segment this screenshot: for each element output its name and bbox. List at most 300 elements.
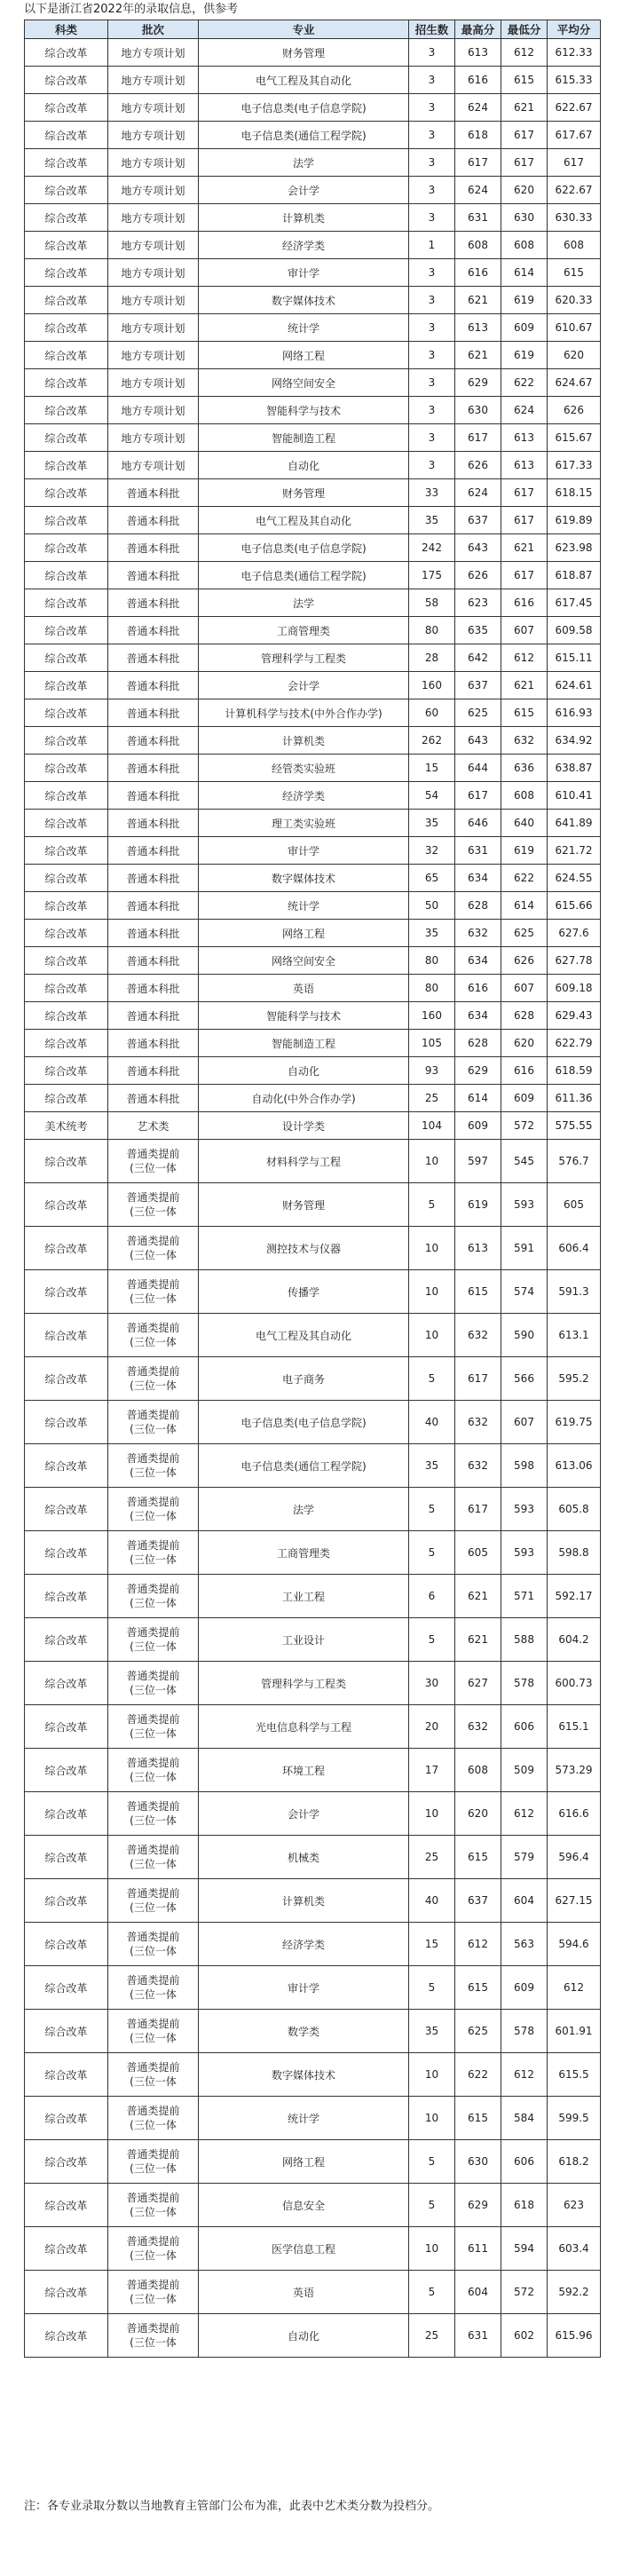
table-row (25, 507, 601, 534)
cell-enrollment: 54 (409, 782, 455, 810)
cell-avg-score: 599.5 (548, 2097, 601, 2140)
table-row (25, 1357, 601, 1401)
cell-min-score: 617 (501, 507, 548, 534)
cell-avg-score: 615.5 (548, 2053, 601, 2097)
cell-enrollment: 15 (409, 755, 455, 782)
batch-line-1: 普通类提前 (126, 2105, 180, 2117)
cell-min-score: 602 (501, 2314, 548, 2358)
cell-enrollment: 15 (409, 1923, 455, 1966)
cell-avg-score: 624.61 (548, 672, 601, 699)
cell-major: 智能制造工程 (199, 1030, 409, 1057)
cell-avg-score: 627.78 (548, 947, 601, 975)
cell-avg-score: 616.6 (548, 1792, 601, 1836)
cell-avg-score: 619.89 (548, 507, 601, 534)
cell-major: 统计学 (199, 314, 409, 342)
cell-category: 综合改革 (25, 1836, 108, 1879)
cell-category: 综合改革 (25, 122, 108, 149)
cell-min-score: 609 (501, 1085, 548, 1112)
cell-batch: 普通本科批 (108, 562, 199, 589)
cell-min-score: 619 (501, 837, 548, 865)
cell-max-score: 629 (455, 1057, 501, 1085)
table-row (25, 810, 601, 837)
cell-avg-score: 605.8 (548, 1488, 601, 1531)
batch-line-2: (三位一体 (130, 1814, 177, 1827)
cell-max-score: 637 (455, 507, 501, 534)
table-row (25, 534, 601, 562)
cell-avg-score: 615 (548, 259, 601, 287)
cell-category: 综合改革 (25, 204, 108, 232)
cell-min-score: 621 (501, 94, 548, 122)
batch-line-1: 普通类提前 (126, 1148, 180, 1160)
batch-line-1: 普通类提前 (126, 1322, 180, 1334)
cell-major: 数字媒体技术 (199, 2053, 409, 2097)
cell-category: 综合改革 (25, 1314, 108, 1357)
batch-line-2: (三位一体 (130, 2336, 177, 2349)
cell-major: 电子信息类(电子信息学院) (199, 534, 409, 562)
cell-avg-score: 624.67 (548, 369, 601, 397)
cell-min-score: 630 (501, 204, 548, 232)
table-row (25, 1749, 601, 1792)
cell-batch (108, 1749, 199, 1792)
cell-avg-score: 615.66 (548, 892, 601, 920)
cell-batch: 普通本科批 (108, 699, 199, 727)
batch-line-2: (三位一体 (130, 1901, 177, 1914)
table-row (25, 1531, 601, 1575)
cell-max-score: 617 (455, 1357, 501, 1401)
cell-avg-score: 615.96 (548, 2314, 601, 2358)
cell-major: 机械类 (199, 1836, 409, 1879)
cell-category: 综合改革 (25, 1575, 108, 1618)
cell-batch (108, 2140, 199, 2184)
cell-min-score: 607 (501, 617, 548, 644)
cell-avg-score: 609.58 (548, 617, 601, 644)
cell-category: 综合改革 (25, 2184, 108, 2227)
cell-enrollment: 3 (409, 342, 455, 369)
cell-min-score: 617 (501, 122, 548, 149)
cell-major: 智能制造工程 (199, 424, 409, 452)
cell-enrollment: 262 (409, 727, 455, 755)
cell-enrollment: 242 (409, 534, 455, 562)
cell-avg-score: 624.55 (548, 865, 601, 892)
cell-batch (108, 1314, 199, 1357)
cell-batch (108, 2053, 199, 2097)
batch-line-1: 普通类提前 (126, 1757, 180, 1769)
table-row (25, 1836, 601, 1879)
table-row (25, 947, 601, 975)
cell-avg-score: 604.2 (548, 1618, 601, 1662)
cell-max-score: 637 (455, 1879, 501, 1923)
cell-category: 综合改革 (25, 1270, 108, 1314)
cell-min-score: 609 (501, 314, 548, 342)
table-row (25, 1575, 601, 1618)
table-row (25, 1488, 601, 1531)
cell-max-score: 619 (455, 1183, 501, 1227)
cell-min-score: 619 (501, 342, 548, 369)
cell-major: 经管类实验班 (199, 755, 409, 782)
table-row (25, 2314, 601, 2358)
cell-batch (108, 2010, 199, 2053)
cell-batch: 地方专项计划 (108, 259, 199, 287)
cell-major: 自动化 (199, 452, 409, 479)
header-major: 专业 (199, 20, 409, 39)
table-row (25, 1140, 601, 1183)
cell-avg-score: 620 (548, 342, 601, 369)
cell-category: 综合改革 (25, 507, 108, 534)
cell-major: 法学 (199, 589, 409, 617)
cell-major: 工商管理类 (199, 617, 409, 644)
cell-max-score: 624 (455, 94, 501, 122)
cell-major: 工业工程 (199, 1575, 409, 1618)
cell-batch: 普通本科批 (108, 589, 199, 617)
cell-major: 传播学 (199, 1270, 409, 1314)
cell-major: 统计学 (199, 892, 409, 920)
cell-max-score: 615 (455, 1966, 501, 2010)
cell-avg-score: 626 (548, 397, 601, 424)
cell-max-score: 642 (455, 644, 501, 672)
cell-min-score: 615 (501, 67, 548, 94)
cell-avg-score: 591.3 (548, 1270, 601, 1314)
batch-line-2: (三位一体 (130, 1684, 177, 1696)
batch-line-1: 普通类提前 (126, 2235, 180, 2248)
batch-line-2: (三位一体 (130, 1466, 177, 1479)
cell-enrollment: 3 (409, 149, 455, 177)
cell-category: 综合改革 (25, 397, 108, 424)
cell-major: 数字媒体技术 (199, 287, 409, 314)
cell-category: 综合改革 (25, 1140, 108, 1183)
batch-line-2: (三位一体 (130, 1727, 177, 1740)
cell-avg-score: 618.59 (548, 1057, 601, 1085)
cell-min-score: 607 (501, 975, 548, 1002)
cell-major: 理工类实验班 (199, 810, 409, 837)
cell-avg-score: 623.98 (548, 534, 601, 562)
table-row (25, 1270, 601, 1314)
cell-max-score: 626 (455, 452, 501, 479)
cell-batch: 普通本科批 (108, 810, 199, 837)
batch-line-2: (三位一体 (130, 1640, 177, 1653)
cell-enrollment: 5 (409, 1357, 455, 1401)
cell-batch (108, 1183, 199, 1227)
cell-max-score: 608 (455, 232, 501, 259)
cell-max-score: 608 (455, 1749, 501, 1792)
table-row (25, 149, 601, 177)
cell-avg-score: 598.8 (548, 1531, 601, 1575)
cell-category: 综合改革 (25, 287, 108, 314)
cell-batch: 地方专项计划 (108, 232, 199, 259)
table-row (25, 1401, 601, 1444)
cell-batch (108, 1966, 199, 2010)
batch-line-2: (三位一体 (130, 1858, 177, 1870)
batch-line-1: 普通类提前 (126, 2061, 180, 2074)
cell-max-score: 621 (455, 287, 501, 314)
cell-enrollment: 60 (409, 699, 455, 727)
cell-batch (108, 1879, 199, 1923)
cell-enrollment: 10 (409, 1792, 455, 1836)
cell-avg-score: 608 (548, 232, 601, 259)
cell-enrollment: 93 (409, 1057, 455, 1085)
cell-batch (108, 2097, 199, 2140)
cell-max-score: 614 (455, 1085, 501, 1112)
cell-major: 审计学 (199, 1966, 409, 2010)
cell-avg-score: 629.43 (548, 1002, 601, 1030)
cell-max-score: 616 (455, 975, 501, 1002)
cell-max-score: 634 (455, 1002, 501, 1030)
cell-min-score: 621 (501, 534, 548, 562)
cell-max-score: 634 (455, 947, 501, 975)
cell-major: 经济学类 (199, 232, 409, 259)
cell-enrollment: 10 (409, 1270, 455, 1314)
cell-category: 综合改革 (25, 2227, 108, 2271)
cell-major: 电子商务 (199, 1357, 409, 1401)
cell-category: 综合改革 (25, 149, 108, 177)
cell-avg-score: 592.2 (548, 2271, 601, 2314)
table-row (25, 1444, 601, 1488)
cell-max-score: 621 (455, 1618, 501, 1662)
batch-line-2: (三位一体 (130, 1423, 177, 1435)
cell-min-score: 593 (501, 1183, 548, 1227)
cell-major: 审计学 (199, 837, 409, 865)
table-row (25, 259, 601, 287)
cell-batch: 普通本科批 (108, 644, 199, 672)
batch-line-2: (三位一体 (130, 1205, 177, 1218)
cell-max-score: 620 (455, 1792, 501, 1836)
cell-max-score: 628 (455, 1030, 501, 1057)
cell-major: 环境工程 (199, 1749, 409, 1792)
cell-category: 综合改革 (25, 865, 108, 892)
cell-max-score: 616 (455, 67, 501, 94)
batch-line-2: (三位一体 (130, 2249, 177, 2262)
cell-max-score: 611 (455, 2227, 501, 2271)
cell-max-score: 615 (455, 1270, 501, 1314)
cell-major: 自动化 (199, 1057, 409, 1085)
cell-batch: 普通本科批 (108, 1002, 199, 1030)
cell-max-score: 617 (455, 424, 501, 452)
cell-category: 综合改革 (25, 39, 108, 67)
cell-max-score: 615 (455, 1836, 501, 1879)
cell-avg-score: 619.75 (548, 1401, 601, 1444)
cell-min-score: 572 (501, 1112, 548, 1140)
cell-min-score: 593 (501, 1531, 548, 1575)
cell-enrollment: 160 (409, 672, 455, 699)
cell-category: 综合改革 (25, 177, 108, 204)
cell-avg-score: 606.4 (548, 1227, 601, 1270)
cell-max-score: 629 (455, 2184, 501, 2227)
cell-enrollment: 160 (409, 1002, 455, 1030)
cell-major: 计算机类 (199, 1879, 409, 1923)
cell-category: 综合改革 (25, 1879, 108, 1923)
batch-line-2: (三位一体 (130, 1510, 177, 1522)
cell-min-score: 620 (501, 1030, 548, 1057)
cell-major: 网络工程 (199, 920, 409, 947)
cell-enrollment: 35 (409, 2010, 455, 2053)
cell-major: 电气工程及其自动化 (199, 67, 409, 94)
cell-enrollment: 30 (409, 1662, 455, 1705)
batch-line-1: 普通类提前 (126, 2018, 180, 2030)
cell-avg-score: 609.18 (548, 975, 601, 1002)
batch-line-1: 普通类提前 (126, 1800, 180, 1813)
batch-line-2: (三位一体 (130, 1771, 177, 1783)
cell-batch (108, 1923, 199, 1966)
batch-line-1: 普通类提前 (126, 1539, 180, 1552)
cell-major: 会计学 (199, 1792, 409, 1836)
batch-line-2: (三位一体 (130, 2032, 177, 2044)
cell-major: 智能科学与技术 (199, 397, 409, 424)
cell-avg-score: 615.67 (548, 424, 601, 452)
cell-batch: 普通本科批 (108, 507, 199, 534)
cell-batch: 普通本科批 (108, 727, 199, 755)
cell-min-score: 591 (501, 1227, 548, 1270)
cell-max-score: 634 (455, 865, 501, 892)
cell-min-score: 574 (501, 1270, 548, 1314)
header-batch: 批次 (108, 20, 199, 39)
cell-category: 综合改革 (25, 1662, 108, 1705)
cell-max-score: 646 (455, 810, 501, 837)
cell-min-score: 640 (501, 810, 548, 837)
cell-max-score: 631 (455, 204, 501, 232)
cell-category: 综合改革 (25, 1085, 108, 1112)
batch-line-2: (三位一体 (130, 1988, 177, 2001)
table-row (25, 2271, 601, 2314)
cell-max-score: 626 (455, 562, 501, 589)
cell-batch (108, 2184, 199, 2227)
cell-min-score: 563 (501, 1923, 548, 1966)
batch-line-1: 普通类提前 (126, 1583, 180, 1595)
cell-major: 材料科学与工程 (199, 1140, 409, 1183)
cell-max-score: 632 (455, 920, 501, 947)
cell-max-score: 597 (455, 1140, 501, 1183)
table-row (25, 287, 601, 314)
cell-batch (108, 1401, 199, 1444)
cell-batch: 普通本科批 (108, 1057, 199, 1085)
cell-min-score: 616 (501, 1057, 548, 1085)
cell-enrollment: 5 (409, 1183, 455, 1227)
cell-avg-score: 594.6 (548, 1923, 601, 1966)
cell-max-score: 617 (455, 149, 501, 177)
cell-max-score: 621 (455, 1575, 501, 1618)
batch-line-2: (三位一体 (130, 1553, 177, 1566)
cell-enrollment: 3 (409, 314, 455, 342)
cell-max-score: 621 (455, 342, 501, 369)
table-row (25, 727, 601, 755)
batch-line-2: (三位一体 (130, 1336, 177, 1348)
cell-avg-score: 613.06 (548, 1444, 601, 1488)
table-row (25, 1057, 601, 1085)
cell-enrollment: 104 (409, 1112, 455, 1140)
cell-max-score: 635 (455, 617, 501, 644)
table-row (25, 1183, 601, 1227)
cell-max-score: 630 (455, 2140, 501, 2184)
cell-enrollment: 50 (409, 892, 455, 920)
cell-batch: 地方专项计划 (108, 287, 199, 314)
cell-max-score: 613 (455, 39, 501, 67)
cell-major: 会计学 (199, 177, 409, 204)
cell-enrollment: 5 (409, 1531, 455, 1575)
cell-avg-score: 622.67 (548, 177, 601, 204)
cell-enrollment: 10 (409, 1314, 455, 1357)
cell-batch: 普通本科批 (108, 617, 199, 644)
cell-avg-score: 618.2 (548, 2140, 601, 2184)
cell-min-score: 612 (501, 1792, 548, 1836)
cell-batch: 地方专项计划 (108, 177, 199, 204)
cell-category: 综合改革 (25, 452, 108, 479)
cell-batch (108, 1836, 199, 1879)
cell-batch (108, 1444, 199, 1488)
cell-enrollment: 5 (409, 1488, 455, 1531)
cell-batch: 普通本科批 (108, 672, 199, 699)
cell-enrollment: 3 (409, 204, 455, 232)
cell-enrollment: 3 (409, 424, 455, 452)
table-row (25, 94, 601, 122)
cell-major: 经济学类 (199, 782, 409, 810)
cell-enrollment: 175 (409, 562, 455, 589)
cell-category: 综合改革 (25, 1057, 108, 1085)
cell-max-score: 616 (455, 259, 501, 287)
cell-batch (108, 1531, 199, 1575)
cell-enrollment: 40 (409, 1401, 455, 1444)
cell-major: 自动化 (199, 2314, 409, 2358)
batch-line-1: 普通类提前 (126, 2279, 180, 2291)
cell-category: 综合改革 (25, 727, 108, 755)
cell-batch: 地方专项计划 (108, 149, 199, 177)
batch-line-2: (三位一体 (130, 1379, 177, 1392)
cell-min-score: 606 (501, 2140, 548, 2184)
table-row (25, 314, 601, 342)
cell-enrollment: 10 (409, 1227, 455, 1270)
batch-line-1: 普通类提前 (126, 1235, 180, 1247)
table-row (25, 369, 601, 397)
cell-max-score: 631 (455, 837, 501, 865)
cell-batch (108, 1270, 199, 1314)
cell-major: 设计学类 (199, 1112, 409, 1140)
cell-major: 电子信息类(通信工程学院) (199, 122, 409, 149)
batch-line-1: 普通类提前 (126, 1191, 180, 1204)
header-min-score: 最低分 (501, 20, 548, 39)
cell-major: 光电信息科学与工程 (199, 1705, 409, 1749)
cell-max-score: 625 (455, 699, 501, 727)
cell-max-score: 604 (455, 2271, 501, 2314)
cell-enrollment: 28 (409, 644, 455, 672)
cell-enrollment: 25 (409, 1085, 455, 1112)
table-row (25, 1085, 601, 1112)
cell-major: 测控技术与仪器 (199, 1227, 409, 1270)
table-row (25, 397, 601, 424)
cell-min-score: 613 (501, 452, 548, 479)
admission-table (24, 20, 601, 2358)
cell-batch: 普通本科批 (108, 947, 199, 975)
cell-avg-score: 615.11 (548, 644, 601, 672)
header-row (25, 20, 601, 39)
cell-max-score: 624 (455, 479, 501, 507)
table-row (25, 232, 601, 259)
cell-min-score: 636 (501, 755, 548, 782)
cell-max-score: 617 (455, 782, 501, 810)
cell-min-score: 620 (501, 177, 548, 204)
cell-min-score: 578 (501, 1662, 548, 1705)
cell-batch: 普通本科批 (108, 837, 199, 865)
cell-category: 综合改革 (25, 1030, 108, 1057)
cell-enrollment: 35 (409, 810, 455, 837)
batch-line-1: 普通类提前 (126, 1626, 180, 1639)
cell-avg-score: 630.33 (548, 204, 601, 232)
batch-line-2: (三位一体 (130, 1597, 177, 1609)
cell-min-score: 590 (501, 1314, 548, 1357)
cell-category: 综合改革 (25, 259, 108, 287)
cell-min-score: 593 (501, 1488, 548, 1531)
cell-enrollment: 58 (409, 589, 455, 617)
intro-text: 以下是浙江省2022年的录取信息，供参考 (24, 3, 239, 16)
cell-enrollment: 35 (409, 507, 455, 534)
cell-major: 数学类 (199, 2010, 409, 2053)
cell-batch: 地方专项计划 (108, 39, 199, 67)
